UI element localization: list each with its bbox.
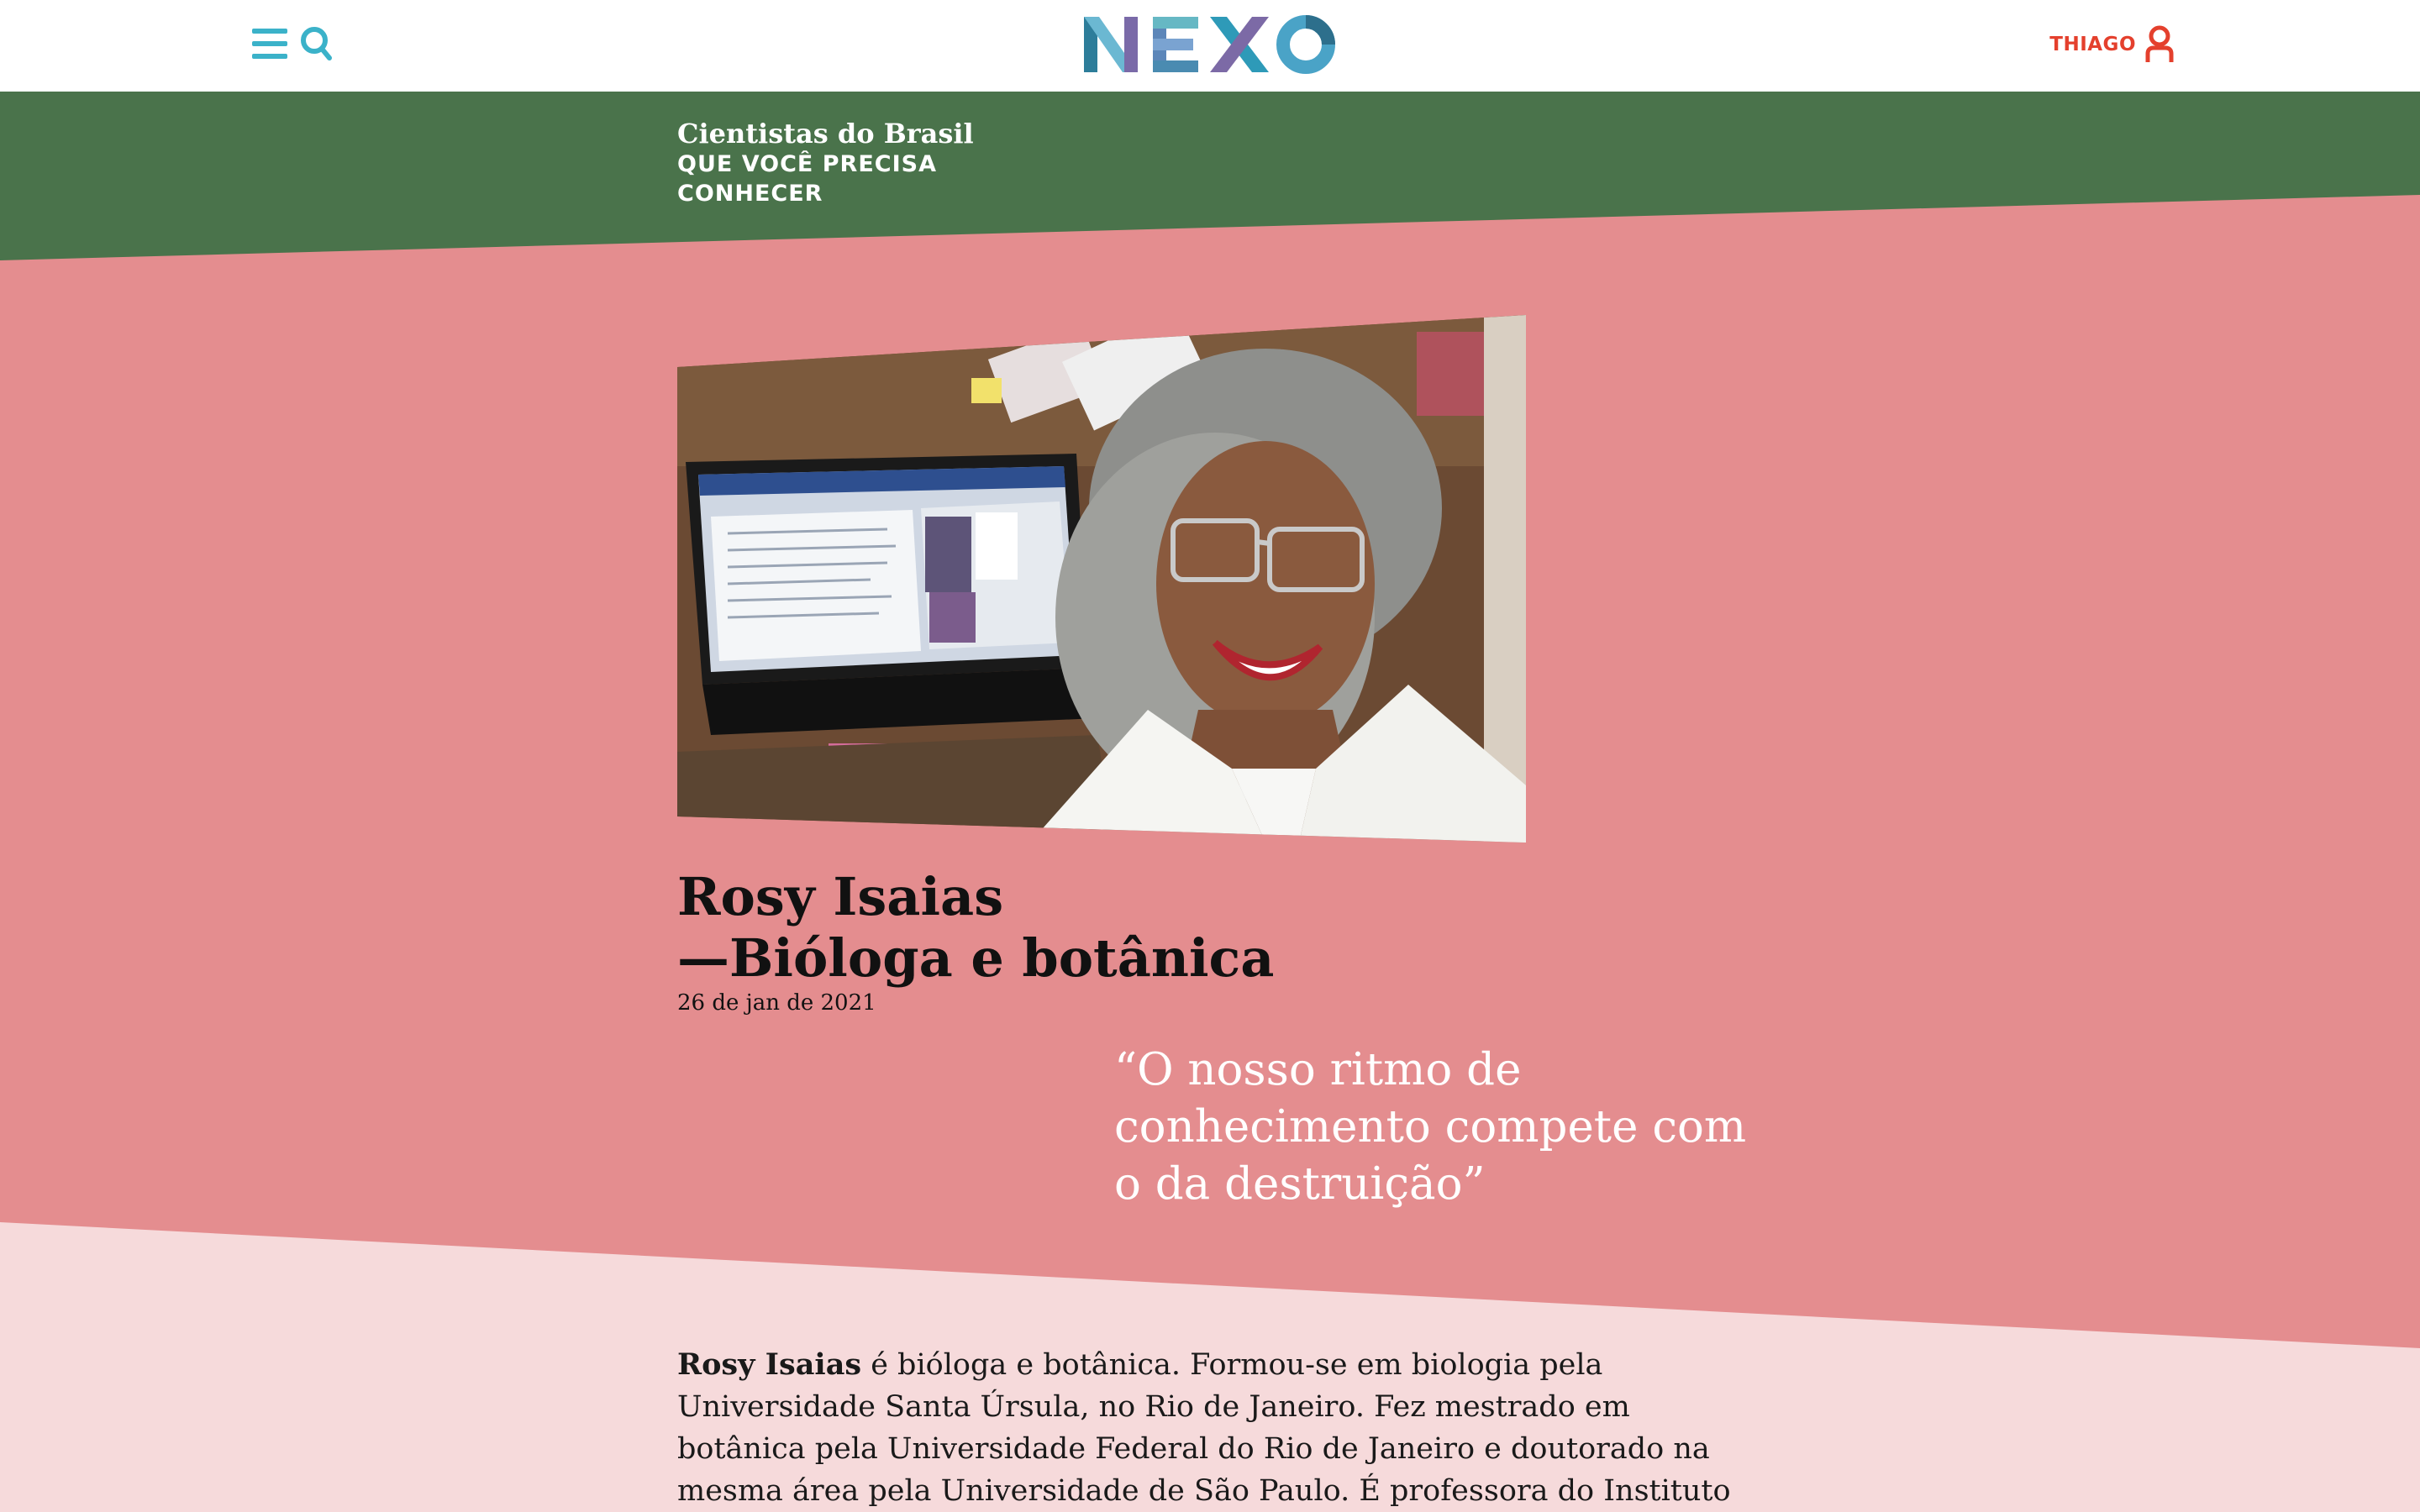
user-name[interactable]: THIAGO — [2049, 34, 2136, 55]
body-lead-name: Rosy Isaias — [677, 1347, 862, 1382]
hamburger-menu-icon[interactable] — [250, 26, 289, 61]
article-body — [677, 1344, 1736, 1512]
series-subtitle[interactable]: QUE VOCÊ PRECISA CONHECER — [677, 151, 937, 207]
search-icon[interactable] — [299, 25, 333, 62]
body-paragraph: é bióloga e botânica. Formou-se em biologia pela Universidade Santa Úrsula, no Rio de Janeiro. Fez mestrado em botânica pela Universidade Federal do Rio de Janeiro e doutorado na mesma área pela Universidade de São Paulo. É professora do Instituto — [677, 1348, 1731, 1508]
top-navigation-bar — [0, 0, 2420, 92]
user-account-link[interactable] — [2049, 24, 2175, 66]
scientist-role: —Bióloga e botânica — [677, 927, 1275, 989]
scientist-name: Rosy Isaias — [677, 866, 1004, 927]
publish-date: 26 de jan de 2021 — [677, 990, 876, 1016]
pull-quote: “O nosso ritmo de conhecimento compete com o da destruição” — [1114, 1044, 1747, 1210]
scientist-photo — [677, 315, 1526, 843]
user-icon[interactable] — [2144, 25, 2175, 64]
nexo-logo[interactable] — [1082, 13, 1338, 76]
series-title[interactable]: Cientistas do Brasil — [677, 118, 974, 150]
article-headline — [677, 865, 1274, 1018]
series-header[interactable] — [677, 118, 980, 208]
